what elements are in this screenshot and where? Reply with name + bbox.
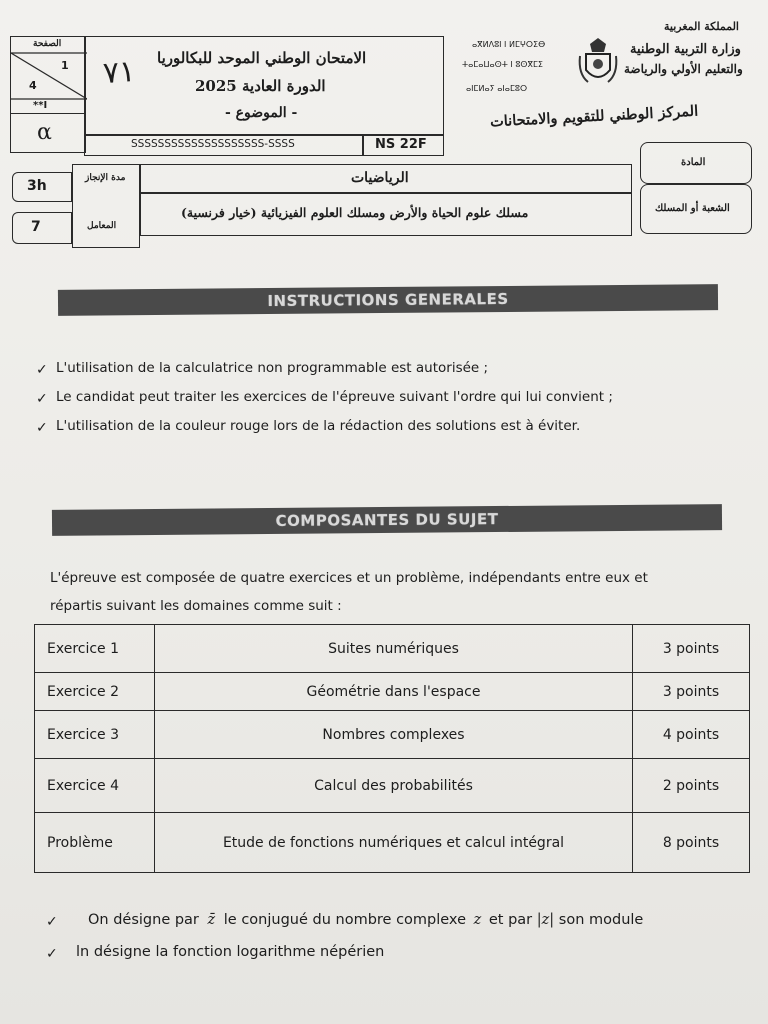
tifinagh-3: ⴰⵏⵎⵍⴰⵢ ⴰⵏⴰⵎⵓⵔ (466, 84, 528, 93)
table-row (35, 711, 750, 759)
page-num: 1 (61, 59, 69, 72)
tifinagh-2: ⵜⴰⵎⴰⵡⴰⵙⵜ ⵏ ⵓⵙⴳⵎⵉ (462, 60, 543, 69)
page-marker: **I (33, 100, 48, 111)
table-row (35, 625, 750, 673)
coat-of-arms-icon (576, 34, 620, 88)
instruction-item: L'utilisation de la couleur rouge lors de la rédaction des solutions est à éviter. (56, 418, 581, 434)
subject: الرياضيات (351, 170, 409, 186)
coef-label: المعامل (87, 221, 117, 231)
table-row (35, 673, 750, 711)
exam-code-box (362, 134, 444, 156)
check-icon: ✓ (36, 391, 48, 407)
check-icon: ✓ (46, 914, 58, 930)
exercise-domain: Calcul des probabilités (155, 759, 633, 813)
check-icon: ✓ (36, 362, 48, 378)
exercise-points: 2 points (633, 759, 750, 813)
exercise-name: Exercice 2 (35, 673, 155, 711)
page-number-box (10, 36, 86, 114)
alpha-box (10, 113, 86, 153)
exercise-points: 3 points (633, 625, 750, 673)
subject-word: - الموضوع - (225, 105, 298, 121)
composantes-intro-2: répartis suivant les domaines comme suit : (50, 598, 342, 614)
subject-box (140, 164, 632, 194)
coef-box (12, 212, 72, 244)
exercise-name: Exercice 3 (35, 711, 155, 759)
exercise-domain: Suites numériques (155, 625, 633, 673)
exercise-name: Exercice 1 (35, 625, 155, 673)
table-row (35, 813, 750, 873)
exam-title: الامتحان الوطني الموحد للبكالوريا (157, 49, 367, 67)
note1-z: z (473, 912, 482, 928)
ministry-line-2: والتعليم الأولي والرياضة (624, 62, 743, 76)
exercise-domain: Géométrie dans l'espace (155, 673, 633, 711)
kingdom: المملكة المغربية (664, 20, 739, 33)
note1-mod: |z| (536, 912, 555, 928)
title-box (84, 36, 444, 136)
session: الدورة العادية 2025 (195, 77, 326, 95)
note-1 (88, 912, 643, 928)
handwritten-code: ٧١ (101, 53, 137, 92)
instruction-item: Le candidat peut traiter les exercices de l'épreuve suivant l'ordre qui lui convient ; (56, 389, 613, 405)
check-icon: ✓ (46, 946, 58, 962)
exercise-points: 8 points (633, 813, 750, 873)
composantes-title: COMPOSANTES DU SUJET (275, 510, 499, 530)
branch-box (140, 192, 632, 236)
exercise-points: 3 points (633, 673, 750, 711)
national-center: المركز الوطني للتقويم والامتحانات (489, 102, 699, 131)
note1-d: son module (558, 912, 644, 928)
labels-col (72, 164, 140, 248)
branch-label: الشعبة أو المسلك (655, 203, 730, 214)
alpha-symbol: α (37, 120, 52, 145)
ministry-block (444, 10, 768, 150)
exercise-name: Exercice 4 (35, 759, 155, 813)
duration-label: مدة الإنجاز (85, 173, 126, 183)
branch: مسلك علوم الحياة والأرض ومسلك العلوم الفيزيائية (خيار فرنسية) (181, 205, 529, 220)
ministry-line-1: وزارة التربية الوطنية (630, 42, 741, 57)
duration-box (12, 172, 72, 202)
table-row (35, 759, 750, 813)
note-2: ln désigne la fonction logarithme népérien (76, 944, 385, 960)
composantes-table (34, 624, 750, 873)
branch-label-box (640, 184, 752, 234)
exercise-domain: Etude de fonctions numériques et calcul intégral (155, 813, 633, 873)
code-line: SSSSSSSSSSSSSSSSSSSS-SSSS (131, 138, 295, 150)
exercise-name: Problème (35, 813, 155, 873)
note1-b: le conjugué du nombre complexe (223, 912, 466, 928)
check-icon: ✓ (36, 420, 48, 436)
note1-c: et par (488, 912, 533, 928)
note1-zbar: z̄ (207, 912, 216, 928)
duration-value: 3h (27, 178, 47, 194)
instructions-title: INSTRUCTIONS GENERALES (267, 289, 509, 311)
instruction-item: L'utilisation de la calculatrice non programmable est autorisée ; (56, 360, 489, 376)
page-total: 4 (29, 79, 37, 92)
exam-code: NS 22F (375, 137, 427, 152)
page-label: الصفحة (33, 39, 62, 49)
subject-label: المادة (681, 157, 706, 168)
composantes-intro-1: L'épreuve est composée de quatre exercices et un problème, indépendants entre eux et (50, 570, 648, 586)
exercise-points: 4 points (633, 711, 750, 759)
exercise-domain: Nombres complexes (155, 711, 633, 759)
instructions-banner (58, 284, 718, 316)
subject-label-box (640, 142, 752, 184)
tifinagh-1: ⴰⴳⵍⴷⵓⵏ ⵏ ⵍⵎⵖⵔⵉⴱ (472, 40, 546, 49)
note1-a: On désigne par (88, 912, 199, 928)
code-line-box (84, 134, 364, 156)
coef-value: 7 (31, 219, 41, 235)
composantes-banner (52, 504, 722, 536)
